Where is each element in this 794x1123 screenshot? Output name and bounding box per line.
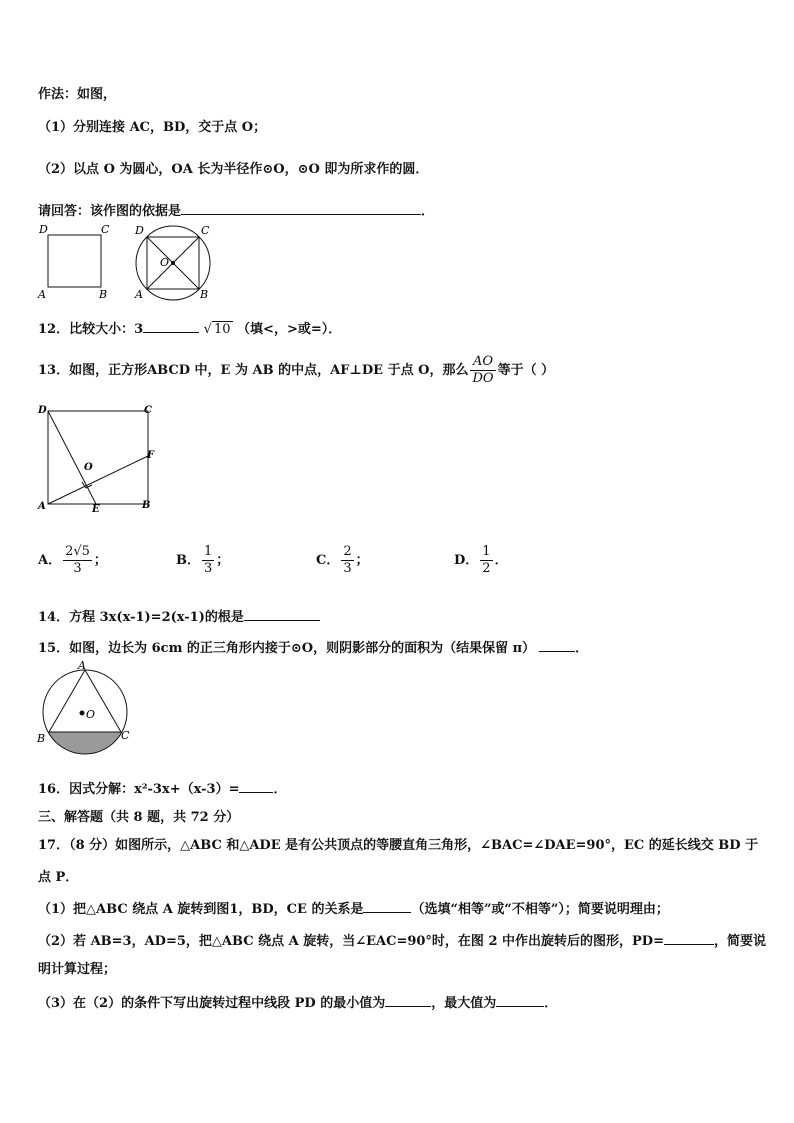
q16-text: 16．因式分解：x²-3x+（x-3）= — [38, 782, 240, 797]
step-1: （1）分别连接 AC，BD，交于点 O； — [38, 120, 267, 135]
label-O: O — [86, 708, 96, 721]
label-A: A — [38, 288, 46, 301]
step-2: （2）以点 O 为圆心，OA 长为半径作⊙O，⊙O 即为所求作的圆． — [38, 162, 429, 177]
label-B: B — [37, 732, 46, 745]
label-C: C — [201, 224, 210, 237]
question-17: 17．（8 分）如图所示，△ABC 和△ADE 是有公共顶点的等腰直角三角形，∠BAC=∠DAE=90°，EC 的延长线交 BD 于 — [38, 838, 759, 853]
option-c[interactable]: C． $\frac{2}{3}$ ； — [316, 544, 369, 576]
part2-blank[interactable] — [664, 932, 714, 945]
label-B: B — [99, 288, 108, 301]
label-D: D — [135, 224, 144, 237]
max-blank[interactable] — [496, 994, 544, 1007]
label-A: A — [135, 288, 143, 301]
period: ． — [421, 204, 435, 219]
option-d[interactable]: D． $\frac{1}{2}$ ． — [454, 544, 508, 576]
question-13 — [38, 354, 554, 387]
q15-text: 15．如图，边长为 6cm 的正三角形内接于⊙O，则阴影部分的面积为（结果保留 π） — [38, 641, 536, 656]
method-title: 作法：如图， — [38, 87, 117, 102]
label-B: B — [200, 288, 209, 301]
q13-tail: 等于（ ） — [497, 363, 555, 378]
question-17-cont: 点 P． — [38, 870, 79, 885]
q13-figure — [36, 400, 166, 516]
q13-text: 13．如图，正方形ABCD 中，E 为 AB 的中点，AF⊥DE 于点 O，那么 — [38, 363, 469, 378]
question-12 — [38, 318, 341, 337]
label-A: A — [38, 501, 46, 512]
question-basis-text: 请回答：该作图的依据是 — [38, 204, 182, 219]
q14-blank[interactable] — [244, 608, 320, 621]
question-17-part-2: （2）若 AB=3，AD=5，把△ABC 绕点 A 旋转，当∠EAC=90°时，在图 2 中作出旋转后的图形，PD= ，简要说 — [38, 934, 766, 949]
q16-blank[interactable] — [239, 780, 273, 793]
option-a[interactable]: A． $\frac{2√5}{3}$ ； — [38, 544, 107, 576]
q14-text: 14．方程 3x(x-1)=2(x-1)的根是 — [38, 610, 244, 625]
part1-blank[interactable] — [363, 900, 411, 913]
option-b[interactable]: B． $\frac{1}{3}$ ； — [176, 544, 230, 576]
label-C: C — [121, 729, 130, 742]
square-figure — [36, 222, 116, 302]
label-F: F — [147, 450, 155, 461]
label-C: C — [101, 223, 110, 236]
question-17-part-1: （1）把△ABC 绕点 A 旋转到图1，BD，CE 的关系是 （选填“相等”或“不相等”）；简要说明理由； — [38, 902, 669, 917]
q12-hint: （填<，>或=）． — [237, 322, 342, 337]
label-C: C — [144, 405, 152, 416]
question-basis — [38, 200, 434, 219]
q12-blank[interactable] — [143, 320, 199, 333]
question-17-part-2-cont: 明计算过程； — [38, 962, 117, 977]
q15-figure — [34, 660, 134, 760]
sqrt-expression: √ 10 — [203, 322, 231, 337]
label-B: B — [142, 500, 151, 511]
label-D: D — [39, 223, 48, 236]
label-A: A — [78, 660, 86, 672]
label-E: E — [92, 504, 100, 515]
radicand: 10 — [213, 322, 231, 337]
question-16: 16．因式分解：x²-3x+（x-3）= ． — [38, 782, 287, 797]
label-O: O — [160, 256, 170, 269]
circle-square-figure — [130, 220, 220, 304]
question-15: 15．如图，边长为 6cm 的正三角形内接于⊙O，则阴影部分的面积为（结果保留 π） ． — [38, 641, 589, 656]
label-D: D — [38, 405, 47, 416]
section-heading: 三、解答题（共 8 题，共 72 分） — [38, 810, 240, 825]
answer-blank[interactable] — [181, 202, 421, 215]
label-O: O — [84, 462, 93, 473]
q15-blank[interactable] — [539, 639, 575, 652]
question-17-part-3: （3）在（2）的条件下写出旋转过程中线段 PD 的最小值为 ，最大值为 ． — [38, 996, 558, 1011]
min-blank[interactable] — [385, 994, 431, 1007]
ratio-fraction: $\frac{AO}{DO}$ — [472, 354, 494, 386]
q12-text: 12．比较大小：3 — [38, 322, 144, 337]
question-14 — [38, 606, 320, 625]
